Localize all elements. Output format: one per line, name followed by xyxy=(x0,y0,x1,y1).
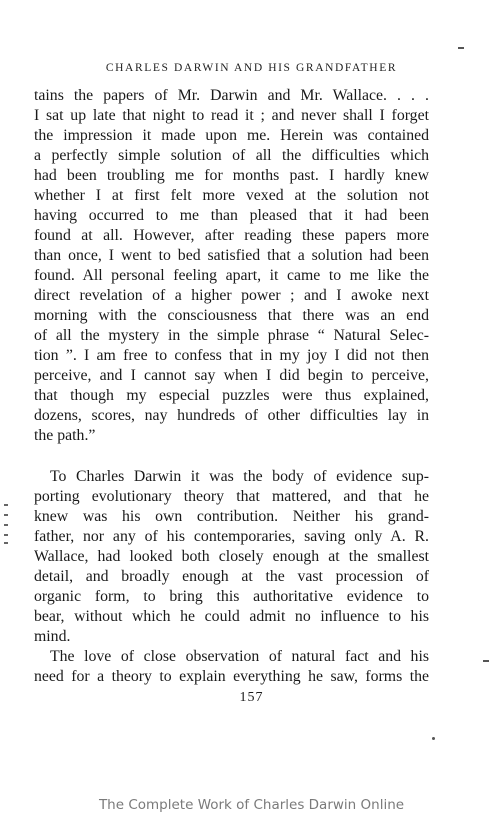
footer-credit: The Complete Work of Charles Darwin Online xyxy=(98,797,405,813)
margin-dash-mark xyxy=(483,660,489,662)
paragraph-1 xyxy=(34,86,429,446)
text-line: perceive, and I cannot say when I did begin to perceive, xyxy=(34,367,429,384)
text-line: need for a theory to explain everything he saw, forms the xyxy=(34,668,429,685)
text-line: having occurred to me than pleased that it had been xyxy=(34,207,429,224)
binding-marks xyxy=(2,502,10,546)
text-line: found at all. However, after reading these papers more xyxy=(34,227,429,244)
text-line: had been troubling me for months past. I hardly knew xyxy=(34,167,429,184)
paragraph-gap xyxy=(34,446,429,467)
paragraph-3 xyxy=(34,647,429,687)
text-line: The love of close observation of natural fact and his xyxy=(50,648,429,665)
text-line: found. All personal feeling apart, it came to me like the xyxy=(34,267,429,284)
text-line: morning with the consciousness that there was an end xyxy=(34,307,429,324)
text-line: organic form, to bring this authoritative evidence to xyxy=(34,588,429,605)
body-text xyxy=(34,86,429,687)
margin-dash-mark xyxy=(458,47,464,49)
running-head: CHARLES DARWIN AND HIS GRANDFATHER xyxy=(105,62,398,74)
text-line: Wallace, had looked both closely enough at the smallest xyxy=(34,548,429,565)
text-line: tion ”. I am free to confess that in my joy I did not then xyxy=(34,347,429,364)
text-line: a perfectly simple solution of all the difficulties which xyxy=(34,147,429,164)
text-line: bear, without which he could admit no influence to his xyxy=(34,608,429,625)
text-line: than once, I went to bed satisfied that a solution had been xyxy=(34,247,429,264)
text-line: father, nor any of his contemporaries, saving only A. R. xyxy=(34,528,429,545)
text-line: the impression it made upon me. Herein was contained xyxy=(34,127,429,144)
text-line: I sat up late that night to read it ; and never shall I forget xyxy=(34,107,429,124)
text-line: the path.” xyxy=(34,427,96,444)
text-line: tains the papers of Mr. Darwin and Mr. Wallace. . . . xyxy=(34,87,429,104)
text-line: whether I at first felt more vexed at the solution not xyxy=(34,187,429,204)
text-line: mind. xyxy=(34,628,71,645)
text-line: porting evolutionary theory that mattered, and that he xyxy=(34,488,429,505)
page-number: 157 xyxy=(239,690,264,705)
text-line: dozens, scores, nay hundreds of other difficulties lay in xyxy=(34,407,429,424)
text-line: To Charles Darwin it was the body of evidence sup- xyxy=(50,468,429,485)
margin-dot-mark xyxy=(432,737,435,740)
text-line: of all the mystery in the simple phrase “ Natural Selec- xyxy=(34,327,429,344)
text-line: that though my especial puzzles were thus explained, xyxy=(34,387,429,404)
text-line: knew was his own contribution. Neither his grand- xyxy=(34,508,429,525)
text-line: detail, and broadly enough at the vast procession of xyxy=(34,568,429,585)
text-line: direct revelation of a higher power ; and I awoke next xyxy=(34,287,429,304)
paragraph-2 xyxy=(34,467,429,647)
